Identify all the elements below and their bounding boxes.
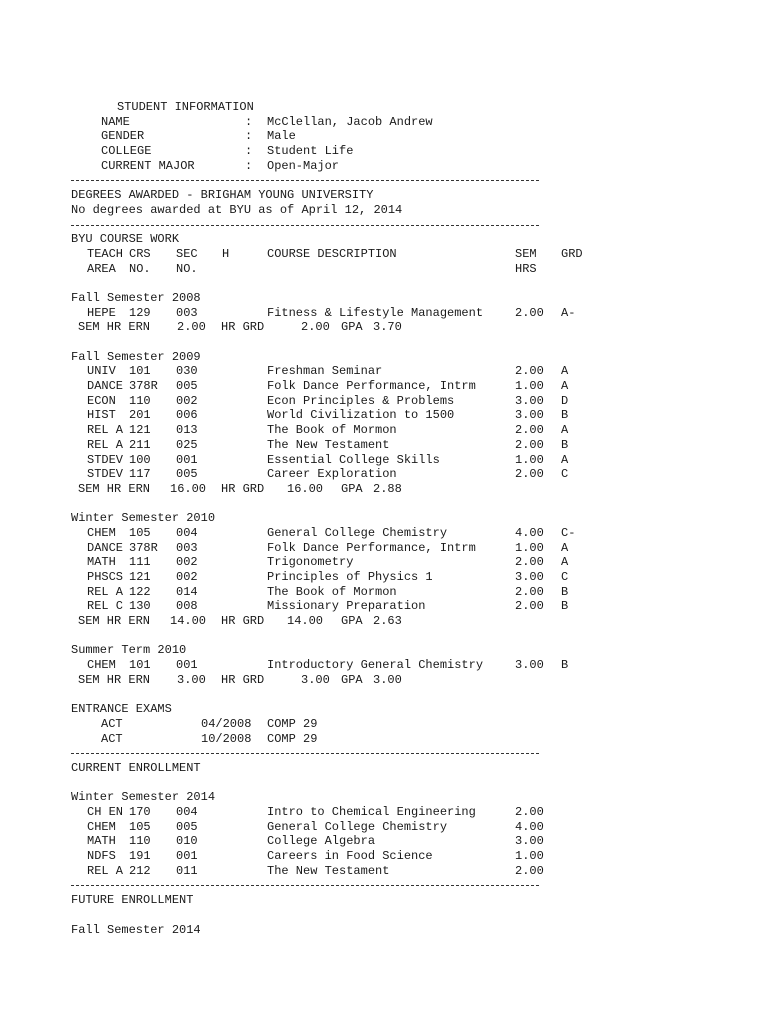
course-grade: C- (561, 525, 576, 540)
course-hours: 1.00 (515, 849, 544, 864)
course-number: 212 (129, 863, 151, 878)
exam-row (71, 731, 318, 747)
student-field-label: CURRENT MAJOR (101, 158, 195, 173)
course-description: College Algebra (267, 834, 376, 849)
course-hours: 3.00 (515, 570, 544, 584)
course-row (71, 364, 569, 379)
course-area: UNIV (87, 364, 116, 379)
course-row (71, 540, 569, 556)
current-course-list (71, 805, 544, 878)
hr-grd-label: HR GRD (221, 672, 265, 687)
student-field-value: McClellan, Jacob Andrew (267, 114, 433, 129)
course-description: Fitness & Lifestyle Management (267, 305, 484, 320)
course-hours: 2.00 (515, 423, 544, 438)
course-section: 005 (176, 467, 198, 482)
course-area: STDEV (87, 467, 124, 482)
course-area: CH EN (87, 805, 124, 819)
course-section: 030 (176, 364, 198, 379)
course-number: 122 (129, 584, 151, 599)
course-number: 111 (129, 555, 151, 570)
course-number: 129 (129, 305, 151, 320)
hr-grd-value: 16.00 (287, 481, 324, 496)
course-hours: 2.00 (515, 805, 544, 819)
course-section: 005 (176, 819, 198, 834)
semester-title (71, 290, 201, 306)
course-number: 110 (129, 393, 151, 408)
course-grade: B (561, 408, 569, 423)
current-enrollment-heading-text: CURRENT ENROLLMENT (71, 760, 201, 775)
gpa-value: 3.00 (373, 672, 402, 687)
field-separator: : (245, 158, 253, 173)
student-field-value: Male (267, 129, 296, 144)
semester-title-text: Fall Semester 2009 (71, 349, 201, 364)
degrees-text (71, 202, 403, 218)
student-field (71, 158, 340, 174)
course-hours: 2.00 (515, 364, 544, 379)
divider (71, 878, 100, 893)
exam-date: 04/2008 (201, 716, 252, 731)
course-description: The New Testament (267, 437, 390, 452)
semester-title (71, 511, 216, 526)
course-hours: 2.00 (515, 863, 544, 878)
course-description: World Civilization to 1500 (267, 408, 455, 423)
course-description: The Book of Mormon (267, 584, 397, 599)
exam-name: ACT (101, 731, 123, 746)
course-section: 002 (176, 555, 198, 570)
course-section: 011 (176, 863, 198, 878)
course-section: 004 (176, 805, 198, 819)
hr-grd-label: HR GRD (221, 614, 265, 629)
student-field-label: COLLEGE (101, 144, 152, 159)
semester-title-text: Summer Term 2010 (71, 643, 187, 658)
semester-title (71, 643, 187, 658)
course-row (71, 555, 569, 570)
course-description: The New Testament (267, 863, 390, 878)
student-info-fields (71, 114, 433, 174)
course-grade: A (561, 540, 569, 555)
course-area: CHEM (87, 819, 116, 834)
course-row (71, 408, 569, 423)
course-grade: A (561, 555, 569, 570)
sem-hr-ern-value: 16.00 (170, 481, 207, 496)
course-description: The Book of Mormon (267, 423, 397, 438)
col-header-grd: GRD (561, 246, 583, 261)
course-row (71, 437, 569, 453)
course-area: CHEM (87, 658, 116, 673)
course-hours: 3.00 (515, 834, 544, 849)
course-section: 003 (176, 305, 198, 320)
course-area: NDFS (87, 849, 116, 864)
hr-grd-value: 14.00 (287, 614, 324, 629)
future-semester-title-text: Fall Semester 2014 (71, 922, 201, 937)
current-semester-title-text: Winter Semester 2014 (71, 790, 216, 805)
course-area: REL A (87, 863, 124, 878)
course-number: 121 (129, 570, 151, 584)
course-area: MATH (87, 834, 116, 849)
column-headers-row-2 (71, 261, 537, 277)
course-number: 170 (129, 805, 151, 819)
course-section: 010 (176, 834, 198, 849)
col-header-teach: TEACH (87, 246, 124, 261)
course-hours: 1.00 (515, 379, 544, 394)
semester-title (71, 349, 201, 365)
semester-title-text: Winter Semester 2010 (71, 511, 216, 526)
course-description: General College Chemistry (267, 819, 448, 834)
course-number: 211 (129, 437, 151, 452)
col-header-sec-no: NO. (176, 261, 198, 276)
coursework-heading-text: BYU COURSE WORK (71, 232, 180, 247)
course-hours: 1.00 (515, 452, 544, 467)
col-header-hrs: HRS (515, 261, 537, 276)
semester-summary (71, 320, 402, 335)
course-area: REL A (87, 437, 124, 452)
sem-hr-ern-label: SEM HR ERN (78, 481, 151, 496)
divider (71, 218, 100, 233)
exam-name: ACT (101, 716, 123, 731)
sem-hr-ern-label: SEM HR ERN (78, 614, 151, 629)
course-grade: A (561, 452, 569, 467)
course-area: STDEV (87, 452, 124, 467)
course-area: REL A (87, 423, 124, 438)
course-row (71, 393, 569, 409)
semester-summary (71, 672, 402, 688)
course-hours: 4.00 (515, 525, 544, 540)
course-description: General College Chemistry (267, 525, 448, 540)
course-description: Freshman Seminar (267, 364, 383, 379)
course-description: Folk Dance Performance, Intrm (267, 379, 476, 394)
course-grade: C (561, 467, 569, 482)
course-number: 110 (129, 834, 151, 849)
course-description: Folk Dance Performance, Intrm (267, 540, 476, 555)
course-section: 002 (176, 570, 198, 584)
course-area: DANCE (87, 379, 124, 394)
course-hours: 4.00 (515, 819, 544, 834)
col-header-sem: SEM (515, 246, 537, 261)
course-hours: 2.00 (515, 584, 544, 599)
degrees-heading-text: DEGREES AWARDED - BRIGHAM YOUNG UNIVERSITY (71, 188, 374, 203)
course-hours: 2.00 (515, 599, 544, 614)
gpa-label: GPA (341, 614, 363, 629)
course-section: 001 (176, 849, 198, 864)
course-number: 101 (129, 658, 151, 673)
degrees-text-value: No degrees awarded at BYU as of April 12, 2014 (71, 202, 403, 217)
course-hours: 2.00 (515, 555, 544, 570)
gpa-label: GPA (341, 320, 363, 335)
course-section: 008 (176, 599, 198, 614)
gpa-value: 2.63 (373, 614, 402, 629)
student-field-label: NAME (101, 114, 130, 129)
course-number: 130 (129, 599, 151, 614)
course-description: Trigonometry (267, 555, 354, 570)
sem-hr-ern-value: 2.00 (177, 320, 206, 335)
semester-title-text: Fall Semester 2008 (71, 290, 201, 305)
course-grade: A (561, 423, 569, 438)
course-number: 100 (129, 452, 151, 467)
course-row (71, 467, 569, 482)
current-enrollment-heading (71, 760, 201, 776)
exam-row (71, 716, 318, 732)
current-course-row (71, 834, 544, 849)
course-hours: 1.00 (515, 540, 544, 555)
course-row (71, 658, 569, 673)
current-course-row (71, 849, 544, 864)
course-row (71, 452, 569, 468)
course-number: 201 (129, 408, 151, 423)
course-number: 105 (129, 525, 151, 540)
exam-list (71, 716, 318, 746)
gpa-value: 3.70 (373, 320, 402, 335)
current-course-row (71, 819, 544, 835)
field-separator: : (245, 144, 253, 159)
exams-heading-text: ENTRANCE EXAMS (71, 702, 172, 717)
student-field (71, 144, 354, 159)
exams-heading (71, 702, 172, 717)
course-hours: 3.00 (515, 408, 544, 423)
course-number: 117 (129, 467, 151, 482)
col-header-h: H (222, 246, 230, 261)
course-grade: A- (561, 305, 576, 320)
sem-hr-ern-label: SEM HR ERN (78, 320, 151, 335)
course-number: 121 (129, 423, 151, 438)
exam-score: COMP 29 (267, 716, 318, 731)
col-header-crs-no: NO. (129, 261, 151, 276)
col-header-sec: SEC (176, 246, 198, 261)
course-row (71, 423, 569, 438)
current-semester-title (71, 790, 216, 805)
course-area: ECON (87, 393, 116, 408)
course-section: 001 (176, 452, 198, 467)
course-section: 025 (176, 437, 198, 452)
degrees-heading (71, 188, 374, 203)
course-row (71, 379, 569, 394)
course-grade: B (561, 584, 569, 599)
divider (71, 173, 100, 188)
course-hours: 2.00 (515, 467, 544, 482)
course-section: 001 (176, 658, 198, 673)
course-area: REL A (87, 584, 124, 599)
course-grade: C (561, 570, 569, 584)
course-description: Career Exploration (267, 467, 397, 482)
course-row (71, 305, 576, 321)
course-number: 101 (129, 364, 151, 379)
course-area: MATH (87, 555, 116, 570)
gpa-value: 2.88 (373, 481, 402, 496)
student-info-heading-text: STUDENT INFORMATION (117, 100, 254, 114)
sem-hr-ern-value: 14.00 (170, 614, 207, 629)
exam-date: 10/2008 (201, 731, 252, 746)
semester-summary (71, 481, 402, 497)
course-area: HIST (87, 408, 116, 423)
student-field (71, 129, 296, 144)
sem-hr-ern-value: 3.00 (177, 672, 206, 687)
course-row (71, 525, 576, 541)
course-grade: A (561, 364, 569, 379)
course-description: Principles of Physics 1 (267, 570, 433, 584)
course-area: PHSCS (87, 570, 124, 584)
current-course-row (71, 863, 544, 879)
col-header-crs: CRS (129, 246, 151, 261)
field-separator: : (245, 129, 253, 144)
future-enrollment-heading-text: FUTURE ENROLLMENT (71, 893, 194, 908)
course-area: DANCE (87, 540, 124, 555)
course-section: 006 (176, 408, 198, 423)
course-section: 002 (176, 393, 198, 408)
current-course-row (71, 805, 544, 820)
sem-hr-ern-label: SEM HR ERN (78, 672, 151, 687)
course-row (71, 599, 569, 614)
gpa-label: GPA (341, 481, 363, 496)
course-section: 005 (176, 379, 198, 394)
course-grade: D (561, 393, 569, 408)
hr-grd-label: HR GRD (221, 481, 265, 496)
course-grade: B (561, 437, 569, 452)
course-row (71, 584, 569, 600)
course-description: Careers in Food Science (267, 849, 433, 864)
exam-score: COMP 29 (267, 731, 318, 746)
col-header-description: COURSE DESCRIPTION (267, 246, 397, 261)
course-number: 378R (129, 540, 158, 555)
course-description: Introductory General Chemistry (267, 658, 484, 673)
course-area: CHEM (87, 525, 116, 540)
hr-grd-value: 2.00 (301, 320, 330, 335)
course-number: 105 (129, 819, 151, 834)
course-section: 004 (176, 525, 198, 540)
course-hours: 3.00 (515, 658, 544, 673)
course-description: Missionary Preparation (267, 599, 426, 614)
course-area: HEPE (87, 305, 116, 320)
course-row (71, 570, 569, 585)
course-grade: B (561, 599, 569, 614)
field-separator: : (245, 114, 253, 129)
student-info-heading (71, 100, 254, 115)
future-enrollment-heading (71, 893, 194, 908)
course-hours: 2.00 (515, 305, 544, 320)
hr-grd-value: 3.00 (301, 672, 330, 687)
course-section: 013 (176, 423, 198, 438)
col-header-area: AREA (87, 261, 116, 276)
course-grade: B (561, 658, 569, 673)
course-hours: 3.00 (515, 393, 544, 408)
divider (71, 746, 100, 761)
course-grade: A (561, 379, 569, 394)
course-description: Intro to Chemical Engineering (267, 805, 476, 819)
course-description: Econ Principles & Problems (267, 393, 455, 408)
student-field-value: Open-Major (267, 158, 340, 173)
course-description: Essential College Skills (267, 452, 440, 467)
student-field-label: GENDER (101, 129, 145, 144)
course-section: 014 (176, 584, 198, 599)
coursework-heading (71, 232, 180, 247)
future-semester-title (71, 922, 201, 938)
column-headers-row-1 (71, 246, 583, 262)
student-field (71, 114, 433, 130)
course-hours: 2.00 (515, 437, 544, 452)
course-section: 003 (176, 540, 198, 555)
gpa-label: GPA (341, 672, 363, 687)
course-number: 378R (129, 379, 158, 394)
course-area: REL C (87, 599, 124, 614)
course-number: 191 (129, 849, 151, 864)
transcript-document (71, 100, 583, 937)
student-field-value: Student Life (267, 144, 354, 159)
semester-summary (71, 614, 402, 629)
hr-grd-label: HR GRD (221, 320, 265, 335)
